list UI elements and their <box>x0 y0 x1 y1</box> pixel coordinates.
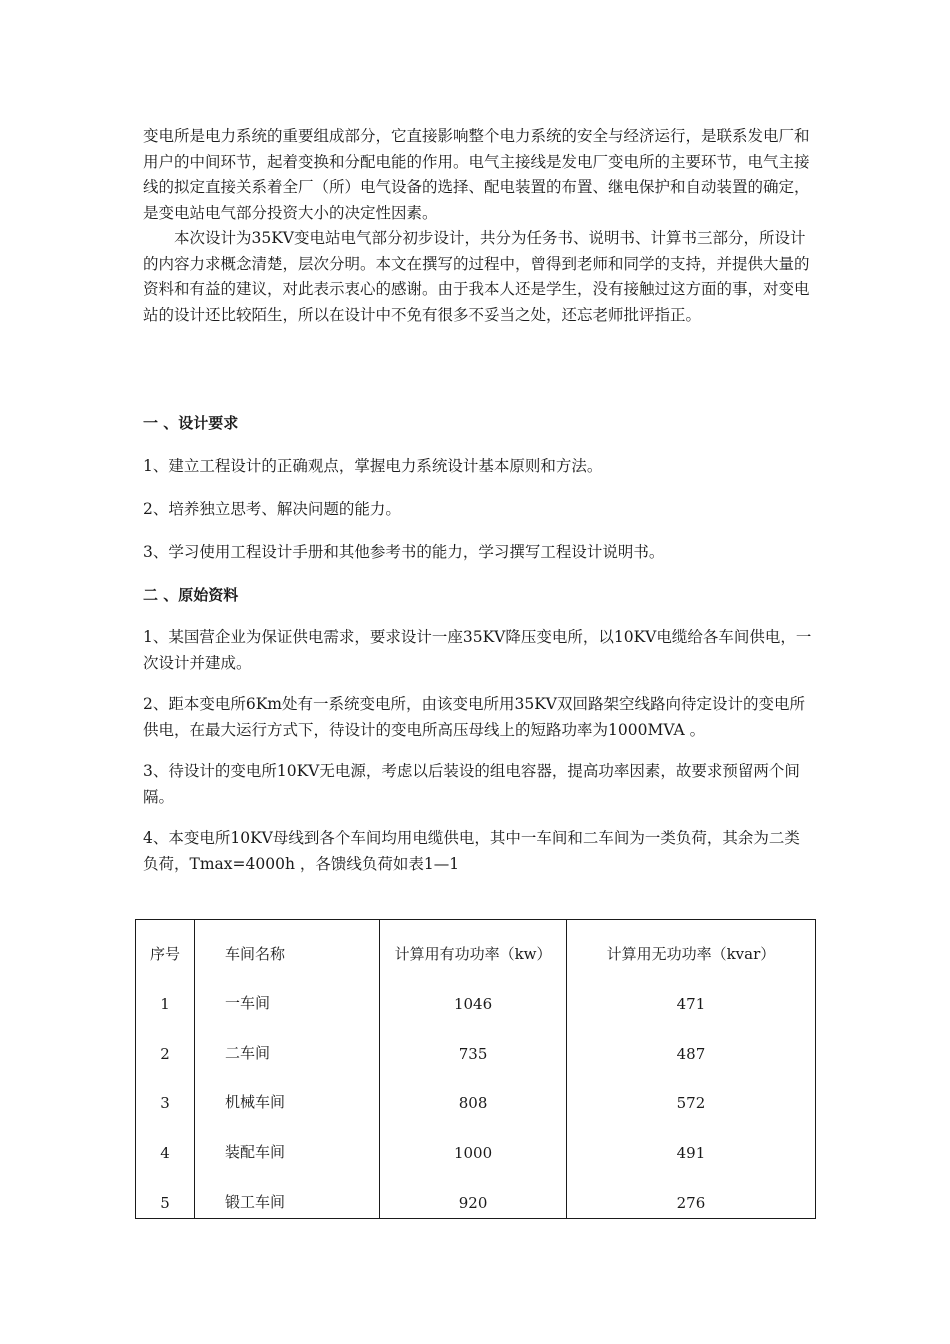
cell-workshop: 机械车间 <box>194 1069 379 1119</box>
cell-active-power: 808 <box>380 1069 567 1119</box>
table-header-row <box>136 920 816 970</box>
cell-workshop: 二车间 <box>194 1019 379 1069</box>
source-item-3: 3、待设计的变电所10KV无电源，考虑以后装设的组电容器，提高功率因素，故要求预留两个间隔。 <box>143 762 800 806</box>
section-heading-requirements: 一 、设计要求 <box>143 414 239 432</box>
cell-reactive-power: 491 <box>566 1118 815 1168</box>
feeder-load-table <box>135 919 816 1219</box>
table-row <box>136 1019 816 1069</box>
table-row <box>136 1118 816 1168</box>
intro-paragraph-2: 本次设计为35KV变电站电气部分初步设计，共分为任务书、说明书、计算书三部分，所设计的内容力求概念清楚，层次分明。本文在撰写的过程中，曾得到老师和同学的支持，并提供大量的资料和有益的建议，对此表示衷心的感谢。由于我本人还是学生，没有接触过这方面的事，对变电站的设计还比较陌生，所以在设计中不免有很多不妥当之处，还忘老师批评指正。 <box>143 229 810 324</box>
cell-active-power: 920 <box>380 1168 567 1218</box>
requirement-item-3: 3、学习使用工程设计手册和其他参考书的能力，学习撰写工程设计说明书。 <box>143 543 665 561</box>
cell-index: 1 <box>136 970 195 1020</box>
source-item-2: 2、距本变电所6Km处有一系统变电所，由该变电所用35KV双回路架空线路向待定设计的变电所供电，在最大运行方式下，待设计的变电所高压母线上的短路功率为1000MVA 。 <box>143 695 805 739</box>
cell-active-power: 735 <box>380 1019 567 1069</box>
cell-index: 5 <box>136 1168 195 1218</box>
cell-active-power: 1046 <box>380 970 567 1020</box>
header-index: 序号 <box>136 920 195 970</box>
table-row <box>136 970 816 1020</box>
section-heading-source-data: 二 、原始资料 <box>143 586 239 604</box>
header-active-power: 计算用有功功率（kw） <box>380 920 567 970</box>
requirement-item-1: 1、建立工程设计的正确观点，掌握电力系统设计基本原则和方法。 <box>143 457 603 475</box>
cell-active-power: 1000 <box>380 1118 567 1168</box>
source-item-1: 1、某国营企业为保证供电需求，要求设计一座35KV降压变电所，以10KV电缆给各车间供电，一次设计并建成。 <box>143 628 812 672</box>
cell-reactive-power: 487 <box>566 1019 815 1069</box>
header-reactive-power: 计算用无功功率（kvar） <box>566 920 815 970</box>
cell-index: 3 <box>136 1069 195 1119</box>
source-item-4: 4、本变电所10KV母线到各个车间均用电缆供电，其中一车间和二车间为一类负荷，其余为二类负荷，Tmax=4000h ，各馈线负荷如表1—1 <box>143 829 800 873</box>
cell-workshop: 装配车间 <box>194 1118 379 1168</box>
table-row <box>136 1069 816 1119</box>
cell-workshop: 锻工车间 <box>194 1168 379 1218</box>
cell-workshop: 一车间 <box>194 970 379 1020</box>
intro-paragraph-1: 变电所是电力系统的重要组成部分，它直接影响整个电力系统的安全与经济运行，是联系发电厂和用户的中间环节，起着变换和分配电能的作用。电气主接线是发电厂变电所的主要环节，电气主接线的拟定直接关系着全厂（所）电气设备的选择、配电装置的布置、继电保护和自动装置的确定，是变电站电气部分投资大小的决定性因素。 <box>143 127 810 222</box>
cell-reactive-power: 471 <box>566 970 815 1020</box>
requirement-item-2: 2、培养独立思考、解决问题的能力。 <box>143 500 401 518</box>
table-row <box>136 1168 816 1218</box>
header-workshop: 车间名称 <box>194 920 379 970</box>
cell-index: 4 <box>136 1118 195 1168</box>
cell-reactive-power: 276 <box>566 1168 815 1218</box>
cell-index: 2 <box>136 1019 195 1069</box>
cell-reactive-power: 572 <box>566 1069 815 1119</box>
